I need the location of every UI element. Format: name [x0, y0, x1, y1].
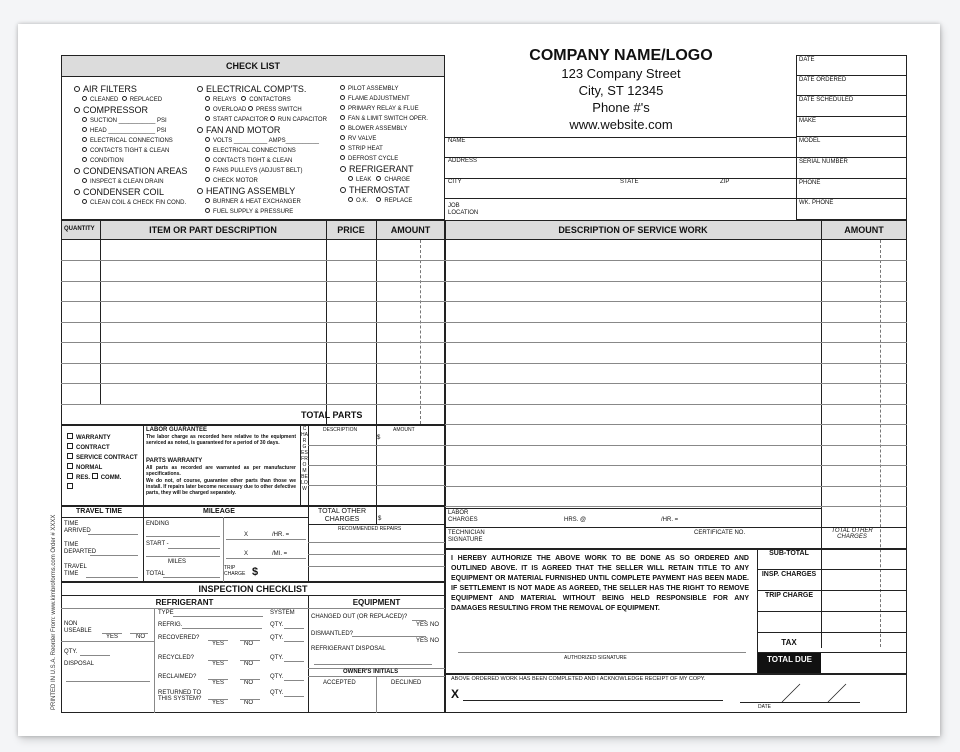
authorization-text: I HEREBY AUTHORIZE THE ABOVE WORK TO BE DONE AS SO ORDERED AND OUTLINED ABOVE. IT IS AGREED THAT THE SELLER WILL RETAIN TITLE TO ANY EQUIPMENT OR MATERIAL FURNISHED UNTIL COMPLETE PAYMENT HAS BEEN MADE. IF SETTLEMENT IS NOT MADE AS AGREED, THE SELLER HAS THE RIGHT TO REMOVE EQUIPMENT AND MATERIAL WITHOUT BEING HELD RESPONSIBLE FOR ANY DAMAGES RESULTING FROM THE REMOVAL OF EQUIPMENT.: [451, 555, 749, 612]
insp-charges-label: INSP. CHARGES: [761, 571, 817, 578]
total-other-charges-right: TOTAL OTHER CHARGES: [831, 528, 873, 540]
checklist-col-1: AIR FILTERS CLEANED REPLACED COMPRESSOR SUCTION ___________ PSI HEAD ______________ PSI ELECTRICAL CONNECTIONS CONTACTS TIGHT & CLEAN CONDITION CONDENSATION AREAS INSPECT & CLEAN DRAIN CONDENSER COIL CLEAN COIL & CHECK FIN COND.: [74, 84, 187, 208]
time-departed-field[interactable]: TIME DEPARTED: [64, 542, 97, 555]
total-parts-label: TOTAL PARTS: [301, 410, 363, 420]
info-field-model[interactable]: MODEL: [799, 138, 821, 144]
charges-from-below-label: CHARGES FROM BELOW: [301, 426, 308, 492]
checkbox-blank[interactable]: [67, 483, 138, 493]
equipment-header: EQUIPMENT: [352, 598, 401, 607]
trip-charge-label: TRIP CHARGE: [764, 592, 814, 599]
checkbox-warranty[interactable]: WARRANTY: [67, 433, 138, 443]
other-description-header: DESCRIPTION: [323, 427, 358, 433]
info-field-date-scheduled[interactable]: DATE SCHEDULED: [799, 97, 854, 103]
company-header: [445, 46, 797, 133]
company-phone: Phone #'s: [592, 100, 650, 115]
company-city: City, ST 12345: [578, 83, 664, 98]
sub-total-label: SUB-TOTAL: [769, 550, 809, 557]
checkbox-heating[interactable]: HEATING ASSEMBLY: [197, 186, 327, 197]
date-slashes: [778, 682, 868, 704]
checkbox-air-filters[interactable]: AIR FILTERS: [74, 84, 187, 95]
inspection-title: INSPECTION CHECKLIST: [198, 584, 308, 594]
parts-item-header: ITEM OR PART DESCRIPTION: [149, 225, 277, 235]
recommended-repairs-label: RECOMMENDED REPAIRS: [338, 526, 402, 532]
customer-state-field[interactable]: STATE: [620, 179, 639, 185]
service-work-table: [445, 220, 907, 713]
tax-label: TAX: [781, 638, 797, 647]
parts-warranty-text-1: All parts as recorded are warranted as per manufacturer specifications.: [146, 465, 296, 477]
checklist-title: CHECK LIST: [226, 61, 280, 71]
info-field-phone[interactable]: PHONE: [799, 180, 821, 186]
checkbox-fan-motor[interactable]: FAN AND MOTOR: [197, 125, 327, 136]
inspection-recycled-field[interactable]: RECYCLED?: [158, 655, 195, 661]
info-field-date[interactable]: DATE: [799, 57, 815, 63]
customer-signature-x[interactable]: X: [451, 687, 460, 701]
inspection-reclaimed-field[interactable]: RECLAIMED?: [158, 674, 197, 680]
total-other-charges-label: TOTAL OTHER CHARGES: [317, 508, 367, 523]
other-amount-header: AMOUNT: [393, 427, 415, 433]
labor-guarantee-text: The labor charge as recorded here relative to the equipment serviced as noted, is guaranteed for a period of 30 days.: [146, 434, 296, 446]
company-street: 123 Company Street: [561, 66, 681, 81]
service-amount-header: AMOUNT: [844, 225, 884, 235]
parts-quantity-header: QUANTITY: [64, 226, 95, 232]
labor-guarantee-title: LABOR GUARANTEE: [146, 427, 207, 433]
company-name: COMPANY NAME/LOGO: [529, 47, 713, 64]
authorized-signature-label: AUTHORIZED SIGNATURE: [564, 655, 627, 661]
checkbox-res-comm[interactable]: RES. COMM.: [67, 473, 138, 483]
customer-city-field[interactable]: CITY: [448, 179, 462, 185]
checkbox-contract[interactable]: CONTRACT: [67, 443, 138, 453]
checkbox-compressor[interactable]: COMPRESSOR: [74, 105, 187, 116]
travel-time-field[interactable]: TRAVEL TIME: [64, 564, 87, 577]
total-due-label: TOTAL DUE: [758, 653, 821, 673]
info-field-wk-phone[interactable]: WK. PHONE: [799, 200, 834, 206]
inspection-returned-field[interactable]: RETURNED TO THIS SYSTEM?: [158, 690, 202, 702]
date-label: DATE: [758, 704, 771, 710]
parts-price-header: PRICE: [337, 225, 365, 235]
checkbox-normal[interactable]: NORMAL: [67, 463, 138, 473]
labor-charges-field[interactable]: LABOR CHARGES: [448, 510, 478, 523]
info-field-serial-number[interactable]: SERIAL NUMBER: [799, 159, 848, 165]
checklist-col-2: ELECTRICAL COMP'TS. RELAYS CONTACTORS OVERLOAD PRESS SWITCH START CAPACITOR RUN CAPACITOR FAN AND MOTOR VOLTS __________ AMPS__________ ELECTRICAL CONNECTIONS CONTACTS TIGHT & CLEAN FANS PULLEYS (ADJUST BELT) CHECK MOTOR HEATING ASSEMBLY BURNER & HEAT EXCHANGER FUEL SUPPLY & PRESSURE: [197, 84, 327, 217]
refrigerant-header: REFRIGERANT: [155, 598, 214, 607]
service-order-form: CHECK LIST AIR FILTERS CLEANED REPLACED COMPRESSOR SUCTION ___________ PSI HEAD ______________ PSI ELECTRICAL CONNECTIONS CONTACTS TIGHT & CLEAN CONDITION CONDENSATION AREAS INSPECT & CLEAN DRAIN CONDENSER COIL CLEAN COIL & CHECK FIN COND. ELECTRICAL COMP'TS. RELAYS CONTACTORS OVERLOAD PRESS SWITCH START CAPACITOR RUN CAPACITOR FAN AND MOTOR VOLTS __________ AMPS__________ ELECTRICAL CONNECTIONS CONTACTS TIGHT & CLEAN FANS PULLEYS (ADJUST BELT) CHECK MOTOR HEATING ASSEMBLY BURNER & HEAT EXCHANGER FUEL SUPPLY & PRESSURE PILOT ASSEMBLY FLAME ADJUSTMENT PRIMARY RELAY & FLUE FAN & LIMIT SWITCH OPER. BLOWER ASSEMBLY RV VALVE STRIP HEAT DEFROST CYCLE REFRIGERANT LEAK CHARGE THERMOSTAT O.K. REPLACE QUANTITY ITEM OR PART DESCRIPTION PRICE AMOUNT TOTAL PARTS WARRANTY CONTRACT SERVICE CONTRACT NORMAL RES. COMM. LABOR GUARANTEE The labor charge as recorded here relative to the equipment serviced as noted, is guaranteed for a period of 30 days. PARTS WARRANTY All parts as recorded are warranted as per manufacturer specifications. We do not, of course, guarantee other parts than those we install. If repairs later become necessary due to other defective parts, they will be charged separately. CHARGES FROM BELOW DESCRIPTION AMOUNT $ TRAVEL TIME MILEAGE TIME ARRIVED TIME DEPARTED TRAVEL TIME ENDING START - MILES TOTAL X /HR. = X /MI. = TRIP CHARGE $ TOTAL OTHER CHARGES $ RECOMMENDED REPAIRS INSPECTION CHECKLIST REFRIGERANT EQUIPMENT NON USEABLE YES NO QTY. DISPOSAL TYPE SYSTEM REFRIG. QTY. CHANGED OUT (OR REPLACED)? YES NO DISMANTLED? YES NO REFRIGERANT DISPOSAL OWNER'S INITIALS ACCEPTED DECLINED PRINTED IN U.S.A. Reorder From: www.kimbroforms.com Order # XXXX COMPANY NAME/LOGO 123 Company Street City, ST 12345 Phone #'s www.website.com NAME ADDRESS CITY STATE ZIP JOB LOCATION DESCRIPTION OF SERVICE WORK AMOUNT LABOR CHARGES HRS. @ /HR. = TECHNICIAN SIGNATURE CERTIFICATE NO. TOTAL OTHER CHARGES I HEREBY AUTHORIZE THE ABOVE WORK TO BE DONE AS SO ORDERED AND OUTLINED ABOVE. IT IS AGREED THAT THE SELLER WILL RETAIN TITLE TO ANY EQUIPMENT OR MATERIAL FURNISHED UNTIL COMPLETE PAYMENT HAS BEEN MADE. IF SETTLEMENT IS NOT MADE AS AGREED, THE SELLER HAS THE RIGHT TO REMOVE EQUIPMENT AND MATERIAL WITHOUT BEING HELD RESPONSIBLE FOR ANY DAMAGES RESULTING FROM THE REMOVAL OF EQUIPMENT. AUTHORIZED SIGNATURE SUB-TOTAL INSP. CHARGES TRIP CHARGE TAX TOTAL DUE ABOVE ORDERED WORK HAS BEEN COMPLETED AND I ACKNOWLEDGE RECEIPT OF MY COPY. X DATE DATE DATE ORDERED DATE SCHEDULED MAKE MODEL SERIAL NUMBER PHONE WK. PHONE RECOVERED? YES NO QTY. RECYCLED? YES NO QTY. RECLAIMED? YES NO QTY. RETURNED TO THIS SYSTEM? YES NO QTY.: [18, 24, 940, 736]
checkbox-refrigerant[interactable]: REFRIGERANT: [340, 164, 428, 175]
checklist-col-3: PILOT ASSEMBLY FLAME ADJUSTMENT PRIMARY RELAY & FLUE FAN & LIMIT SWITCH OPER. BLOWER ASSEMBLY RV VALVE STRIP HEAT DEFROST CYCLE REFRIGERANT LEAK CHARGE THERMOSTAT O.K. REPLACE: [340, 84, 428, 206]
inspection-recovered-field[interactable]: RECOVERED?: [158, 635, 200, 641]
checkbox-electrical[interactable]: ELECTRICAL COMP'TS.: [197, 84, 327, 95]
checkbox-condensation[interactable]: CONDENSATION AREAS: [74, 166, 187, 177]
company-website: www.website.com: [569, 117, 673, 132]
info-field-make[interactable]: MAKE: [799, 118, 817, 124]
job-field[interactable]: JOB: [448, 203, 460, 209]
checkbox-condenser[interactable]: CONDENSER COIL: [74, 187, 187, 198]
parts-amount-header: AMOUNT: [390, 225, 431, 235]
trip-charge-field[interactable]: TRIP CHARGE: [224, 565, 246, 577]
info-field-date-ordered[interactable]: DATE ORDERED: [799, 77, 847, 83]
time-arrived-field[interactable]: TIME ARRIVED: [64, 521, 91, 534]
technician-signature-field[interactable]: TECHNICIAN SIGNATURE: [448, 530, 485, 543]
owners-initials-label: OWNER'S INITIALS: [343, 669, 399, 675]
contract-type-checks: [67, 433, 138, 493]
travel-time-header: TRAVEL TIME: [76, 508, 123, 515]
mileage-header: MILEAGE: [203, 508, 235, 515]
customer-zip-field[interactable]: ZIP: [720, 179, 730, 185]
side-print: PRINTED IN U.S.A. Reorder From: www.kimbroforms.com Order # XXXX: [51, 514, 57, 710]
non-useable-field[interactable]: NON USEABLE: [64, 621, 92, 634]
customer-address-field[interactable]: ADDRESS: [448, 158, 478, 164]
customer-name-field[interactable]: NAME: [448, 138, 466, 144]
parts-warranty-title: PARTS WARRANTY: [146, 458, 203, 464]
checkbox-service-contract[interactable]: SERVICE CONTRACT: [67, 453, 138, 463]
location-field[interactable]: LOCATION: [448, 210, 479, 216]
service-description-header: DESCRIPTION OF SERVICE WORK: [558, 225, 708, 235]
parts-warranty-text-2: We do not, of course, guarantee other parts than those we install. If repairs later become necessary due to other defective parts, they will be charged separately.: [146, 478, 296, 496]
completion-statement: ABOVE ORDERED WORK HAS BEEN COMPLETED AND I ACKNOWLEDGE RECEIPT OF MY COPY.: [451, 676, 706, 682]
checkbox-thermostat[interactable]: THERMOSTAT: [340, 185, 428, 196]
